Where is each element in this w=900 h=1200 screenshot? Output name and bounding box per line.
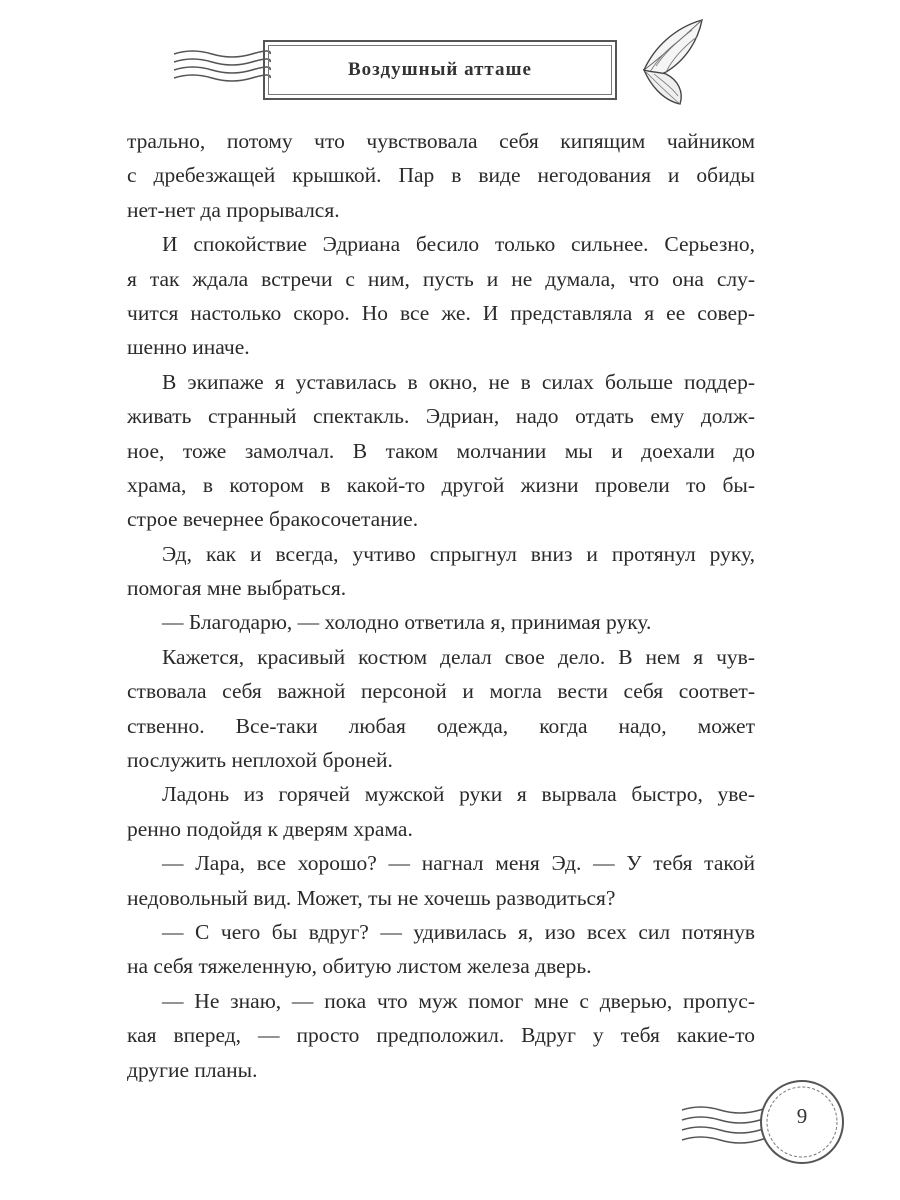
text-line: на себя тяжеленную, обитую листом железа дверь.	[127, 954, 592, 979]
text-line: нет-нет да прорывался.	[127, 197, 340, 222]
page-number: 9	[796, 1104, 808, 1128]
title-frame	[263, 40, 617, 100]
text-line: с дребезжащей крышкой. Пар в виде негодования и обиды	[127, 163, 755, 188]
text-line: недовольный вид. Может, ты не хочешь разводиться?	[127, 885, 616, 910]
text-line: — Благодарю, — холодно ответила я, принимая руку.	[162, 610, 652, 635]
text-line: помогая мне выбраться.	[127, 576, 347, 601]
text-line: строе вечернее бракосочетание.	[127, 507, 419, 532]
text-line: И спокойствие Эдриана бесило только сильнее. Серьезно,	[162, 232, 755, 257]
text-line: В экипаже я уставилась в окно, не в силах больше поддер-	[162, 369, 755, 394]
main-text	[127, 124, 755, 1087]
text-line: я так ждала встречи с ним, пусть и не думала, что она слу-	[127, 266, 755, 291]
text-line: ствовала себя важной персоной и могла вести себя соответ-	[127, 679, 755, 704]
text-line: Кажется, красивый костюм делал свое дело. В нем я чув-	[162, 644, 755, 669]
text-line: трально, потому что чувствовала себя кипящим чайником	[127, 129, 755, 153]
text-line: ренно подойдя к дверям храма.	[127, 816, 413, 841]
text-line: — С чего бы вдруг? — удивилась я, изо всех сил потянув	[162, 919, 755, 944]
text-line: храма, в котором в какой-то другой жизни провели то бы-	[127, 472, 755, 497]
text-line: живать странный спектакль. Эдриан, надо отдать ему долж-	[127, 404, 755, 429]
text-line: — Лара, все хорошо? — нагнал меня Эд. — У тебя такой	[162, 851, 755, 876]
text-line: послужить неплохой броней.	[127, 748, 393, 773]
text-line: — Не знаю, — пока что муж помог мне с дверью, пропус-	[162, 988, 755, 1013]
text-line: ственно. Все-таки любая одежда, когда надо, может	[127, 713, 755, 738]
page-header	[0, 0, 900, 120]
text-line: Ладонь из горячей мужской руки я вырвала быстро, уве-	[162, 782, 755, 807]
text-line: чится настолько скоро. Но все же. И представляла я ее совер-	[127, 300, 755, 325]
text-line: Эд, как и всегда, учтиво спрыгнул вниз и протянул руку,	[162, 541, 755, 566]
postmark-page-icon	[680, 1080, 850, 1180]
postmark-lines-left-icon	[172, 42, 272, 92]
text-line: другие планы.	[127, 1057, 258, 1082]
text-line: ное, тоже замолчал. В таком молчании мы и доехали до	[127, 438, 755, 463]
butterfly-wing-icon	[636, 18, 708, 108]
running-title: Воздушный атташе	[348, 59, 532, 80]
text-line: шенно иначе.	[127, 335, 250, 360]
text-line: кая вперед, — просто предположил. Вдруг у тебя какие-то	[127, 1023, 755, 1048]
